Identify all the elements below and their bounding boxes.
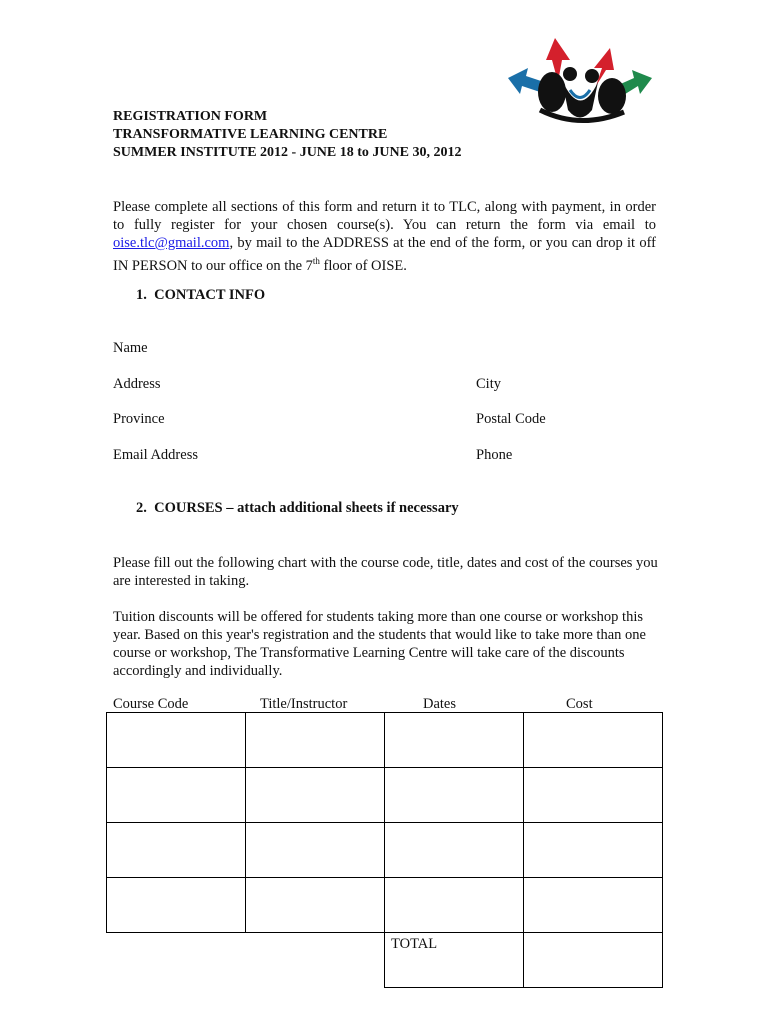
- table-row: [107, 713, 663, 768]
- course-code-cell[interactable]: [107, 713, 246, 768]
- courses-table: [106, 712, 663, 988]
- intro-part3: floor of OISE.: [319, 257, 407, 274]
- city-label: City: [476, 376, 501, 392]
- table-row: [107, 768, 663, 823]
- total-label: TOTAL: [391, 936, 438, 952]
- col-header-course-code: Course Code: [113, 696, 189, 712]
- course-code-cell[interactable]: [107, 878, 246, 933]
- table-row: [107, 878, 663, 933]
- courses-paragraph-2: Tuition discounts will be offered for students taking more than one course or workshop this year. Based on this year's registration and the students that would like to take more than one course or workshop, The Transformative Learning Centre will take care of the discounts accordingly and individually.: [113, 609, 646, 679]
- dates-cell[interactable]: [385, 823, 524, 878]
- title-instructor-cell[interactable]: [246, 768, 385, 823]
- cost-cell[interactable]: [524, 823, 663, 878]
- address-label: Address: [113, 376, 161, 392]
- title-instructor-cell[interactable]: [246, 878, 385, 933]
- name-label: Name: [113, 340, 148, 356]
- course-code-cell[interactable]: [107, 823, 246, 878]
- col-header-title-instructor: Title/Instructor: [260, 696, 348, 712]
- section1-heading: [136, 287, 265, 304]
- header-line-3: SUMMER INSTITUTE 2012 - JUNE 18 to JUNE 30, 2012: [113, 145, 462, 160]
- cost-cell[interactable]: [524, 878, 663, 933]
- col-header-cost: Cost: [566, 696, 593, 712]
- title-instructor-cell[interactable]: [246, 713, 385, 768]
- tlc-email-link[interactable]: oise.tlc@gmail.com: [113, 235, 230, 251]
- section2-heading: [136, 500, 459, 517]
- total-row: [107, 933, 663, 988]
- title-instructor-cell[interactable]: [246, 823, 385, 878]
- section2-title: COURSES – attach additional sheets if necessary: [154, 500, 459, 516]
- email-address-label: Email Address: [113, 447, 198, 463]
- province-label: Province: [113, 411, 165, 427]
- cost-cell[interactable]: [524, 713, 663, 768]
- section1-title: CONTACT INFO: [154, 287, 266, 303]
- section2-number: 2.: [136, 500, 147, 516]
- section1-number: 1.: [136, 287, 147, 303]
- header-line-1: REGISTRATION FORM: [113, 109, 268, 124]
- intro-part1: Please complete all sections of this form and return it to TLC, along with payment, in order to fully register for your chosen course(s). You can return the form via email to: [113, 199, 656, 233]
- dates-cell[interactable]: [385, 878, 524, 933]
- total-cost-cell[interactable]: [524, 933, 663, 988]
- course-code-cell[interactable]: [107, 768, 246, 823]
- blank-cell: [246, 933, 385, 988]
- cost-cell[interactable]: [524, 768, 663, 823]
- postal-code-label: Postal Code: [476, 411, 546, 427]
- total-label-cell: [385, 933, 524, 988]
- col-header-dates: Dates: [423, 696, 457, 712]
- tlc-logo: [500, 30, 660, 130]
- courses-paragraph-1: Please fill out the following chart with the course code, title, dates and cost of the courses you are interested in taking.: [113, 555, 658, 589]
- phone-label: Phone: [476, 447, 513, 463]
- table-row: [107, 823, 663, 878]
- dates-cell[interactable]: [385, 768, 524, 823]
- blank-cell: [107, 933, 246, 988]
- intro-sup: th: [312, 256, 320, 266]
- dates-cell[interactable]: [385, 713, 524, 768]
- intro-part2: , by mail to the ADDRESS at the end of the form, or you can drop it off IN PERSON to our office on the 7: [113, 235, 656, 274]
- header-line-2: TRANSFORMATIVE LEARNING CENTRE: [113, 127, 388, 142]
- intro-paragraph: [113, 198, 656, 275]
